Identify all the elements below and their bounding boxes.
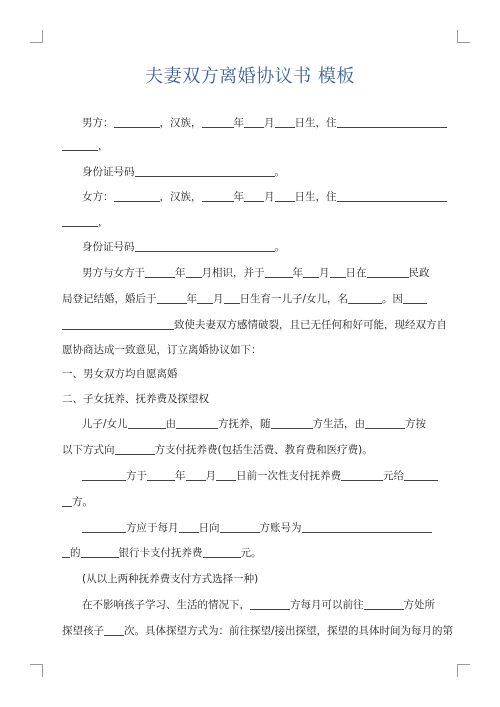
marriage-paragraph-line-4: 愿协商达成一致意见，订立离婚协议如下： <box>62 344 262 356</box>
clause-2-heading: 二、子女抚养、抚养费及探望权 <box>62 393 209 405</box>
visitation-line-1: 在不影响孩子学习、生活的情况下， 方每月可以前往 方处所 <box>82 599 435 611</box>
lump-sum-line-1: 方于 年 月 日前一次性支付抚养费 元给 <box>82 469 438 483</box>
female-id-line: 身份证号码 。 <box>82 241 285 253</box>
male-id-line: 身份证号码 。 <box>82 166 285 178</box>
visitation-line-2: 探望孩子 次。具体探望方式为：前往探望/接出探望，探望的具体时间为每月的第 <box>62 625 454 637</box>
custody-line-2: 以下方式向 方支付抚养费(包括生活费、教育费和医疗费)。 <box>62 444 373 456</box>
clause-1-heading: 一、男女双方均自愿离婚 <box>62 368 178 380</box>
payment-note: (从以上两种抚养费支付方式选择一种) <box>82 573 259 585</box>
female-party-line-2: ， <box>62 215 109 229</box>
male-party-line: 男方： ，汉族， 年 月 日生，住 <box>82 116 447 130</box>
custody-line-1: 儿子/女儿 由 方抚养，随 方生活，由 方按 <box>82 418 427 430</box>
male-party-line-2: ， <box>62 139 109 153</box>
marriage-paragraph-line-1: 男方与女方于 年 月相识，并于 年 月 日在 民政 <box>82 267 430 279</box>
corner-mark-bottom-left <box>30 664 43 677</box>
lump-sum-line-2: 方。 <box>62 495 93 509</box>
monthly-line-2: 的 银行卡支付抚养费 元。 <box>62 546 262 560</box>
corner-mark-bottom-right <box>457 664 470 677</box>
female-party-line: 女方： ，汉族， 年 月 日生，住 <box>82 190 447 204</box>
corner-mark-top-left <box>30 30 43 43</box>
document-title: 夫妻双方离婚协议书 模板 <box>145 66 355 87</box>
monthly-line-1: 方应于每月 日向 方账号为 <box>82 521 432 535</box>
marriage-paragraph-line-3: 致使夫妻双方感情破裂，且已无任何和好可能，现经双方自 <box>62 318 447 332</box>
corner-mark-top-right <box>457 30 470 43</box>
marriage-paragraph-line-2: 局登记结婚，婚后于 年 月 日生育一儿子/女儿，名 。因 <box>62 292 427 306</box>
